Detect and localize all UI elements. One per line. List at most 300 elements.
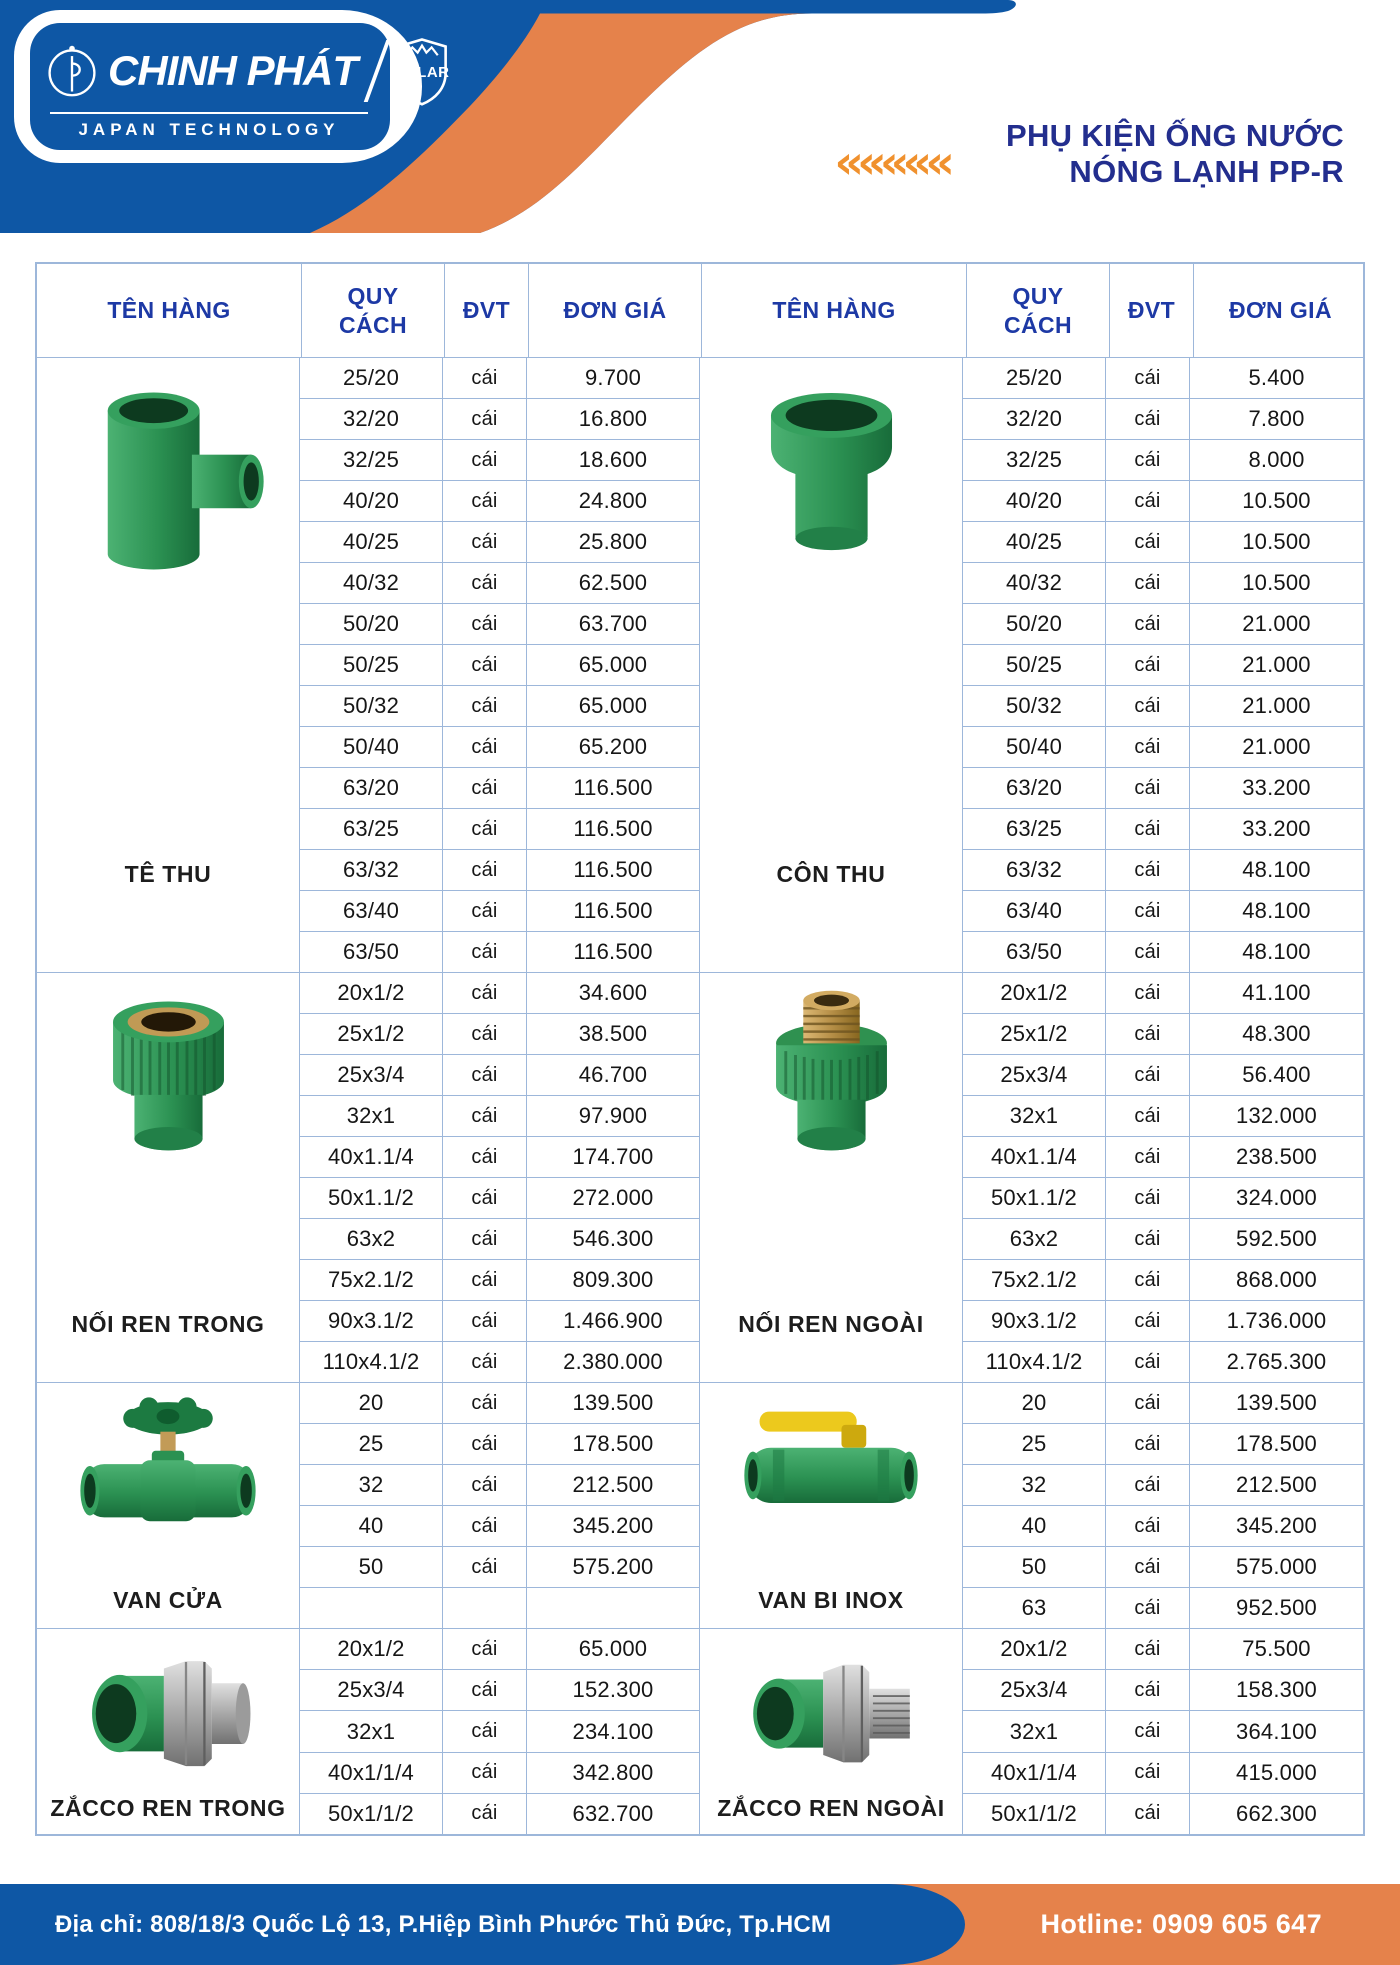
unit-cell: cái <box>443 604 527 644</box>
table-row <box>300 1670 700 1711</box>
table-row <box>300 1055 700 1096</box>
price-cell: 174.700 <box>527 1137 700 1177</box>
product-cell-te-thu <box>37 358 300 972</box>
spec-cell: 32/20 <box>300 399 443 439</box>
price-cell: 65.200 <box>527 727 700 767</box>
price-cell: 33.200 <box>1242 816 1311 841</box>
table-row <box>300 1588 700 1628</box>
unit-cell: cái <box>443 1342 527 1382</box>
unit-cell: cái <box>1106 399 1190 439</box>
price-cell: 139.500 <box>527 1383 700 1423</box>
spec-cell: 20x1/2 <box>300 973 443 1013</box>
spec-cell: 40x1/1/4 <box>300 1753 443 1793</box>
spec-cell: 50 <box>963 1547 1106 1587</box>
unit-cell: cái <box>1106 1465 1190 1505</box>
price-cell: 809.300 <box>527 1260 700 1300</box>
col-header-name-right: TÊN HÀNG <box>702 264 967 357</box>
unit-cell: cái <box>1106 1506 1190 1546</box>
price-cell: 178.500 <box>1236 1431 1317 1456</box>
spec-cell: 32/25 <box>300 440 443 480</box>
table-row <box>963 1096 1363 1137</box>
unit-cell: cái <box>443 1178 527 1218</box>
spec-cell: 63/50 <box>963 932 1106 972</box>
cp-emblem-icon <box>44 43 100 99</box>
table-row <box>300 1711 700 1752</box>
col-header-unit-right: ĐVT <box>1110 264 1194 357</box>
product-image-zacco-ren-trong <box>37 1629 299 1795</box>
unit-cell: cái <box>443 1424 527 1464</box>
price-cell: 75.500 <box>1242 1636 1311 1662</box>
spec-cell: 32 <box>300 1465 443 1505</box>
unit-cell: cái <box>1106 1219 1190 1259</box>
price-cell: 132.000 <box>1236 1103 1317 1128</box>
table-row <box>300 440 700 481</box>
table-row <box>963 850 1363 891</box>
price-cell: 48.100 <box>1242 857 1311 882</box>
table-row <box>300 1219 700 1260</box>
spec-cell: 50/20 <box>300 604 443 644</box>
table-row <box>300 1178 700 1219</box>
spec-cell: 40x1.1/4 <box>300 1137 443 1177</box>
product-cell-zacco-ren-trong <box>37 1629 300 1834</box>
spec-cell: 32x1 <box>963 1096 1106 1136</box>
logo-tagline: JAPAN TECHNOLOGY <box>78 120 340 139</box>
price-cell: 952.500 <box>1236 1595 1317 1620</box>
unit-cell: cái <box>443 440 527 480</box>
product-image-te-thu <box>37 358 299 861</box>
unit-cell: cái <box>443 358 527 398</box>
col-header-price-right: ĐƠN GIÁ <box>1229 297 1332 323</box>
price-cell: 212.500 <box>527 1465 700 1505</box>
price-cell: 324.000 <box>1236 1185 1317 1210</box>
table-row <box>300 1465 700 1506</box>
price-cell: 1.466.900 <box>527 1301 700 1341</box>
rows-zacco-ren-trong <box>300 1629 700 1834</box>
product-image-van-cua <box>37 1383 299 1587</box>
unit-cell: cái <box>443 1096 527 1136</box>
spec-cell: 63/32 <box>300 850 443 890</box>
spec-cell: 20 <box>963 1383 1106 1423</box>
spec-cell: 25x3/4 <box>300 1055 443 1095</box>
table-row <box>963 1301 1363 1342</box>
table-row <box>963 522 1363 563</box>
price-cell: 364.100 <box>1236 1718 1317 1744</box>
spec-cell: 20x1/2 <box>963 973 1106 1013</box>
table-row <box>963 1753 1363 1794</box>
unit-cell: cái <box>443 1506 527 1546</box>
product-image-zacco-ren-ngoai <box>700 1629 962 1795</box>
price-cell: 575.000 <box>1236 1554 1317 1579</box>
price-cell: 575.200 <box>527 1547 700 1587</box>
unit-cell: cái <box>443 645 527 685</box>
price-cell: 342.800 <box>527 1753 700 1793</box>
unit-cell: cái <box>1106 440 1190 480</box>
price-cell: 33.200 <box>1242 775 1311 800</box>
spec-cell: 50/20 <box>963 604 1106 644</box>
unit-cell: cái <box>443 563 527 603</box>
table-row <box>300 932 700 972</box>
price-cell: 116.500 <box>527 809 700 849</box>
unit-cell: cái <box>443 1383 527 1423</box>
unit-cell: cái <box>1106 522 1190 562</box>
spec-cell: 90x3.1/2 <box>963 1301 1106 1341</box>
unit-cell: cái <box>1106 768 1190 808</box>
table-row <box>300 1506 700 1547</box>
unit-cell: cái <box>1106 1096 1190 1136</box>
table-row <box>963 1383 1363 1424</box>
spec-cell: 50/40 <box>300 727 443 767</box>
logo-rule <box>50 112 368 115</box>
table-row <box>300 1096 700 1137</box>
table-row <box>963 809 1363 850</box>
spec-cell: 110x4.1/2 <box>963 1342 1106 1382</box>
unit-cell: cái <box>1106 481 1190 521</box>
product-cell-van-cua <box>37 1383 300 1628</box>
spec-cell: 63/50 <box>300 932 443 972</box>
unit-cell: cái <box>1106 1137 1190 1177</box>
unit-cell: cái <box>443 1753 527 1793</box>
table-row <box>300 1547 700 1588</box>
unit-cell: cái <box>443 891 527 931</box>
footer-bar <box>0 1884 1400 1965</box>
price-cell: 63.700 <box>527 604 700 644</box>
unit-cell: cái <box>1106 1383 1190 1423</box>
price-cell: 632.700 <box>527 1794 700 1834</box>
table-row <box>300 768 700 809</box>
price-cell: 10.500 <box>1242 488 1311 513</box>
spec-cell <box>300 1588 443 1628</box>
product-cell-van-bi-inox <box>700 1383 963 1628</box>
price-cell: 9.700 <box>527 358 700 398</box>
table-row <box>300 891 700 932</box>
unit-cell: cái <box>443 1219 527 1259</box>
unit-cell: cái <box>1106 932 1190 972</box>
unit-cell: cái <box>1106 891 1190 931</box>
spec-cell: 75x2.1/2 <box>963 1260 1106 1300</box>
company-logo <box>14 10 450 163</box>
price-cell: 62.500 <box>527 563 700 603</box>
spec-cell: 32 <box>963 1465 1106 1505</box>
table-row <box>300 358 700 399</box>
spec-cell: 63x2 <box>963 1219 1106 1259</box>
unit-cell: cái <box>443 399 527 439</box>
price-cell: 65.000 <box>527 645 700 685</box>
table-row <box>300 1424 700 1465</box>
rows-te-thu <box>300 358 700 972</box>
page-title-line2: NÓNG LẠNH PP-R <box>1069 153 1344 189</box>
table-row <box>963 1219 1363 1260</box>
table-row <box>963 973 1363 1014</box>
price-cell: 1.736.000 <box>1226 1308 1327 1333</box>
price-cell: 48.100 <box>1242 939 1311 964</box>
unit-cell: cái <box>443 768 527 808</box>
price-cell: 8.000 <box>1248 447 1305 472</box>
unit-cell: cái <box>1106 850 1190 890</box>
table-row <box>300 1342 700 1382</box>
unit-cell: cái <box>1106 809 1190 849</box>
price-cell: 116.500 <box>527 891 700 931</box>
product-image-van-bi-inox <box>700 1383 962 1587</box>
spec-cell: 25/20 <box>963 358 1106 398</box>
table-row <box>963 1424 1363 1465</box>
price-cell: 41.100 <box>1242 980 1311 1005</box>
unit-cell: cái <box>443 1794 527 1834</box>
price-cell: 46.700 <box>527 1055 700 1095</box>
table-row <box>963 768 1363 809</box>
price-cell: 18.600 <box>527 440 700 480</box>
table-row <box>300 1301 700 1342</box>
unit-cell: cái <box>1106 563 1190 603</box>
table-row <box>300 1014 700 1055</box>
price-cell: 868.000 <box>1236 1267 1317 1292</box>
price-cell: 139.500 <box>1236 1390 1317 1415</box>
price-cell: 415.000 <box>1236 1759 1317 1785</box>
price-cell: 212.500 <box>1236 1472 1317 1497</box>
table-row <box>963 563 1363 604</box>
price-cell: 24.800 <box>527 481 700 521</box>
product-cell-con-thu <box>700 358 963 972</box>
spec-cell: 20x1/2 <box>963 1629 1106 1669</box>
product-name: ZẮCCO REN NGOÀI <box>717 1795 945 1821</box>
unit-cell: cái <box>1106 1301 1190 1341</box>
unit-cell: cái <box>443 932 527 972</box>
table-row <box>963 1629 1363 1670</box>
rows-van-bi-inox <box>963 1383 1363 1628</box>
spec-cell: 40x1.1/4 <box>963 1137 1106 1177</box>
unit-cell: cái <box>1106 727 1190 767</box>
table-row <box>963 1506 1363 1547</box>
table-row <box>963 1014 1363 1055</box>
spec-cell: 50/25 <box>300 645 443 685</box>
logo-slash-divider <box>364 40 391 102</box>
price-cell: 65.000 <box>527 1629 700 1669</box>
page-title <box>1006 118 1344 189</box>
spec-cell: 40/25 <box>300 522 443 562</box>
table-row <box>963 1588 1363 1628</box>
rows-con-thu <box>963 358 1363 972</box>
solar-badge-label: SOLAR <box>394 64 450 82</box>
table-row <box>963 727 1363 768</box>
spec-cell: 25x1/2 <box>300 1014 443 1054</box>
unit-cell: cái <box>443 1629 527 1669</box>
price-cell: 21.000 <box>1242 734 1311 759</box>
col-header-spec-right: QUY CÁCH <box>967 264 1110 357</box>
spec-cell: 63 <box>963 1588 1106 1628</box>
spec-cell: 50/40 <box>963 727 1106 767</box>
col-header-unit-left: ĐVT <box>445 264 529 357</box>
price-cell: 21.000 <box>1242 693 1311 718</box>
product-image-con-thu <box>700 358 962 861</box>
unit-cell: cái <box>1106 604 1190 644</box>
table-row <box>963 891 1363 932</box>
price-cell: 345.200 <box>1236 1513 1317 1538</box>
spec-cell: 32x1 <box>300 1711 443 1751</box>
product-name: VAN BI INOX <box>758 1587 904 1613</box>
spec-cell: 40 <box>300 1506 443 1546</box>
table-row <box>963 1465 1363 1506</box>
spec-cell: 32/20 <box>963 399 1106 439</box>
price-cell: 592.500 <box>1236 1226 1317 1251</box>
spec-cell: 25/20 <box>300 358 443 398</box>
table-row <box>300 481 700 522</box>
spec-cell: 63/40 <box>963 891 1106 931</box>
price-cell: 16.800 <box>527 399 700 439</box>
unit-cell: cái <box>443 809 527 849</box>
table-row <box>300 1794 700 1834</box>
spec-cell: 40/20 <box>300 481 443 521</box>
price-cell: 116.500 <box>527 932 700 972</box>
rows-noi-ren-ngoai <box>963 973 1363 1382</box>
price-cell: 116.500 <box>527 850 700 890</box>
spec-cell: 63/25 <box>300 809 443 849</box>
price-cell: 21.000 <box>1242 611 1311 636</box>
handwheel <box>123 1397 213 1434</box>
unit-cell: cái <box>443 850 527 890</box>
unit-cell: cái <box>1106 1670 1190 1710</box>
table-row <box>963 686 1363 727</box>
unit-cell: cái <box>443 1260 527 1300</box>
spec-cell: 63/40 <box>300 891 443 931</box>
price-cell: 234.100 <box>527 1711 700 1751</box>
section-te-thu-con-thu <box>37 358 1363 973</box>
spec-cell: 25x3/4 <box>300 1670 443 1710</box>
table-row <box>963 1055 1363 1096</box>
spec-cell: 50x1/1/2 <box>963 1794 1106 1834</box>
spec-cell: 32x1 <box>963 1711 1106 1751</box>
table-row <box>963 1711 1363 1752</box>
spec-cell: 50 <box>300 1547 443 1587</box>
unit-cell: cái <box>1106 1178 1190 1218</box>
page-title-line1: PHỤ KIỆN ỐNG NƯỚC <box>1005 118 1344 153</box>
table-row <box>963 481 1363 522</box>
table-row <box>963 1137 1363 1178</box>
col-header-name-left: TÊN HÀNG <box>37 264 302 357</box>
price-cell: 38.500 <box>527 1014 700 1054</box>
spec-cell: 63/20 <box>963 768 1106 808</box>
spec-cell: 32x1 <box>300 1096 443 1136</box>
table-row <box>300 1260 700 1301</box>
table-row <box>300 973 700 1014</box>
price-cell: 272.000 <box>527 1178 700 1218</box>
spec-cell: 50/32 <box>300 686 443 726</box>
spec-cell: 20 <box>300 1383 443 1423</box>
price-cell: 10.500 <box>1242 570 1311 595</box>
spec-cell: 40x1/1/4 <box>963 1753 1106 1793</box>
price-cell: 48.300 <box>1242 1021 1311 1046</box>
solar-badge <box>391 36 453 106</box>
unit-cell: cái <box>1106 1260 1190 1300</box>
table-row <box>300 399 700 440</box>
spec-cell: 63/20 <box>300 768 443 808</box>
spec-cell: 32/25 <box>963 440 1106 480</box>
price-cell: 10.500 <box>1242 529 1311 554</box>
product-cell-zacco-ren-ngoai <box>700 1629 963 1834</box>
product-image-noi-ren-ngoai <box>700 973 962 1311</box>
unit-cell: cái <box>443 1301 527 1341</box>
unit-cell: cái <box>443 1055 527 1095</box>
unit-cell: cái <box>1106 1794 1190 1834</box>
unit-cell: cái <box>1106 645 1190 685</box>
product-name: VAN CỬA <box>113 1587 223 1613</box>
price-cell: 34.600 <box>527 973 700 1013</box>
price-cell: 152.300 <box>527 1670 700 1710</box>
page-title-block <box>834 118 1344 189</box>
rows-noi-ren-trong <box>300 973 700 1382</box>
table-row <box>963 604 1363 645</box>
spec-cell: 90x3.1/2 <box>300 1301 443 1341</box>
table-row <box>963 1342 1363 1382</box>
spec-cell: 50x1/1/2 <box>300 1794 443 1834</box>
brand-name: CHINH PHÁT <box>108 47 357 95</box>
spec-cell: 63/25 <box>963 809 1106 849</box>
spec-cell: 40 <box>963 1506 1106 1546</box>
price-cell: 2.380.000 <box>527 1342 700 1382</box>
product-cell-noi-ren-ngoai <box>700 973 963 1382</box>
unit-cell: cái <box>443 1547 527 1587</box>
table-row <box>963 358 1363 399</box>
footer-address: Địa chỉ: 808/18/3 Quốc Lộ 13, P.Hiệp Bình Phước Thủ Đức, Tp.HCM <box>55 1910 832 1938</box>
unit-cell: cái <box>1106 1424 1190 1464</box>
spec-cell: 40/25 <box>963 522 1106 562</box>
unit-cell: cái <box>1106 1342 1190 1382</box>
price-cell: 116.500 <box>527 768 700 808</box>
product-name: NỐI REN NGOÀI <box>738 1311 924 1337</box>
spec-cell: 63x2 <box>300 1219 443 1259</box>
table-row <box>963 1178 1363 1219</box>
spec-cell: 40/20 <box>963 481 1106 521</box>
section-zacco <box>37 1629 1363 1834</box>
unit-cell: cái <box>1106 1711 1190 1751</box>
spec-cell: 25x1/2 <box>963 1014 1106 1054</box>
table-row <box>963 1260 1363 1301</box>
table-row <box>963 645 1363 686</box>
spec-cell: 50/32 <box>963 686 1106 726</box>
spec-cell: 20x1/2 <box>300 1629 443 1669</box>
table-row <box>300 522 700 563</box>
price-table <box>35 262 1365 1836</box>
product-name: TÊ THU <box>124 861 212 887</box>
unit-cell: cái <box>1106 358 1190 398</box>
table-row <box>300 1137 700 1178</box>
unit-cell: cái <box>443 1465 527 1505</box>
spec-cell: 75x2.1/2 <box>300 1260 443 1300</box>
rows-zacco-ren-ngoai <box>963 1629 1363 1834</box>
table-row <box>963 1794 1363 1834</box>
table-row <box>300 1753 700 1794</box>
unit-cell: cái <box>443 1670 527 1710</box>
section-noi-ren <box>37 973 1363 1383</box>
unit-cell: cái <box>1106 1055 1190 1095</box>
unit-cell: cái <box>1106 1547 1190 1587</box>
col-header-price-left: ĐƠN GIÁ <box>529 264 702 357</box>
spec-cell: 25 <box>963 1424 1106 1464</box>
spec-cell: 63/32 <box>963 850 1106 890</box>
unit-cell: cái <box>443 727 527 767</box>
table-row <box>300 1629 700 1670</box>
table-row <box>300 563 700 604</box>
unit-cell: cái <box>443 1137 527 1177</box>
logo-box <box>30 23 450 150</box>
table-row <box>300 1383 700 1424</box>
unit-cell: cái <box>1106 1629 1190 1669</box>
unit-cell: cái <box>443 481 527 521</box>
product-image-noi-ren-trong <box>37 973 299 1311</box>
spec-cell: 50x1.1/2 <box>963 1178 1106 1218</box>
price-cell: 21.000 <box>1242 652 1311 677</box>
unit-cell: cái <box>443 686 527 726</box>
table-row <box>300 645 700 686</box>
price-cell: 662.300 <box>1236 1800 1317 1826</box>
